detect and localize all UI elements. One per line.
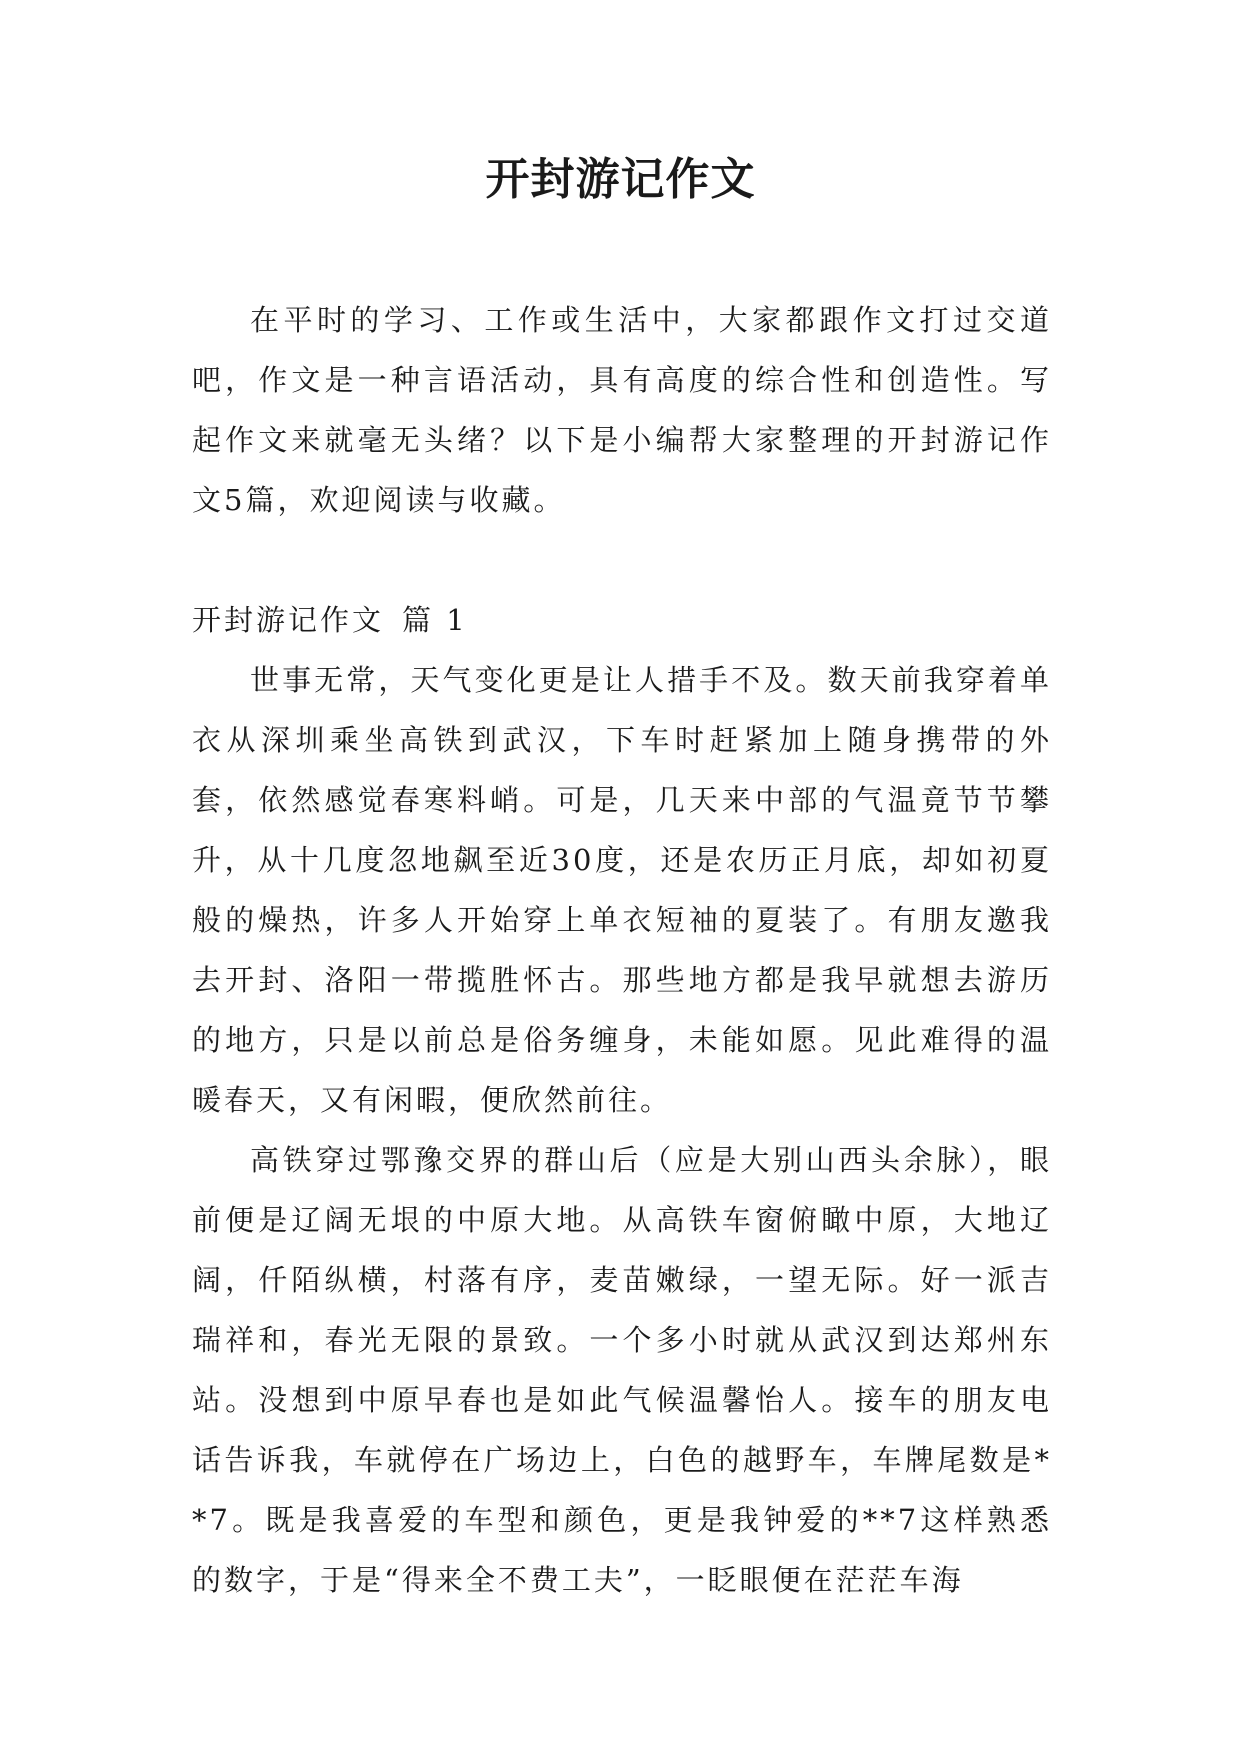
section-heading-number: 篇 1 [402, 603, 468, 637]
section-spacer [192, 530, 1052, 590]
section-heading [192, 590, 1052, 650]
intro-paragraph: 在平时的学习、工作或生活中，大家都跟作文打过交道吧，作文是一种言语活动，具有高度的综合性和创造性。写起作文来就毫无头绪？以下是小编帮大家整理的开封游记作文5篇，欢迎阅读与收藏。 [192, 303, 1052, 517]
body-paragraph: 高铁穿过鄂豫交界的群山后（应是大别山西头余脉），眼前便是辽阔无垠的中原大地。从高铁车窗俯瞰中原，大地辽阔，仟陌纵横，村落有序，麦苗嫩绿，一望无际。好一派吉瑞祥和，春光无限的景致。一个多小时就从武汉到达郑州东站。没想到中原早春也是如此气候温馨怡人。接车的朋友电话告诉我，车就停在广场边上，白色的越野车，车牌尾数是**7。既是我喜爱的车型和颜色，更是我钟爱的**7这样熟悉的数字，于是“得来全不费工夫”，一眨眼便在茫茫车海 [192, 1143, 1052, 1597]
document-body [192, 290, 1052, 1610]
section-heading-title: 开封游记作文 [192, 603, 385, 637]
document-title: 开封游记作文 [485, 154, 756, 205]
body-paragraph: 世事无常，天气变化更是让人措手不及。数天前我穿着单衣从深圳乘坐高铁到武汉，下车时赶紧加上随身携带的外套，依然感觉春寒料峭。可是，几天来中部的气温竟节节攀升，从十几度忽地飙至近30度，还是农历正月底，却如初夏般的燥热，许多人开始穿上单衣短袖的夏装了。有朋友邀我去开封、洛阳一带揽胜怀古。那些地方都是我早就想去游历的地方，只是以前总是俗务缠身，未能如愿。见此难得的温暖春天，又有闲暇，便欣然前往。 [192, 663, 1052, 1117]
